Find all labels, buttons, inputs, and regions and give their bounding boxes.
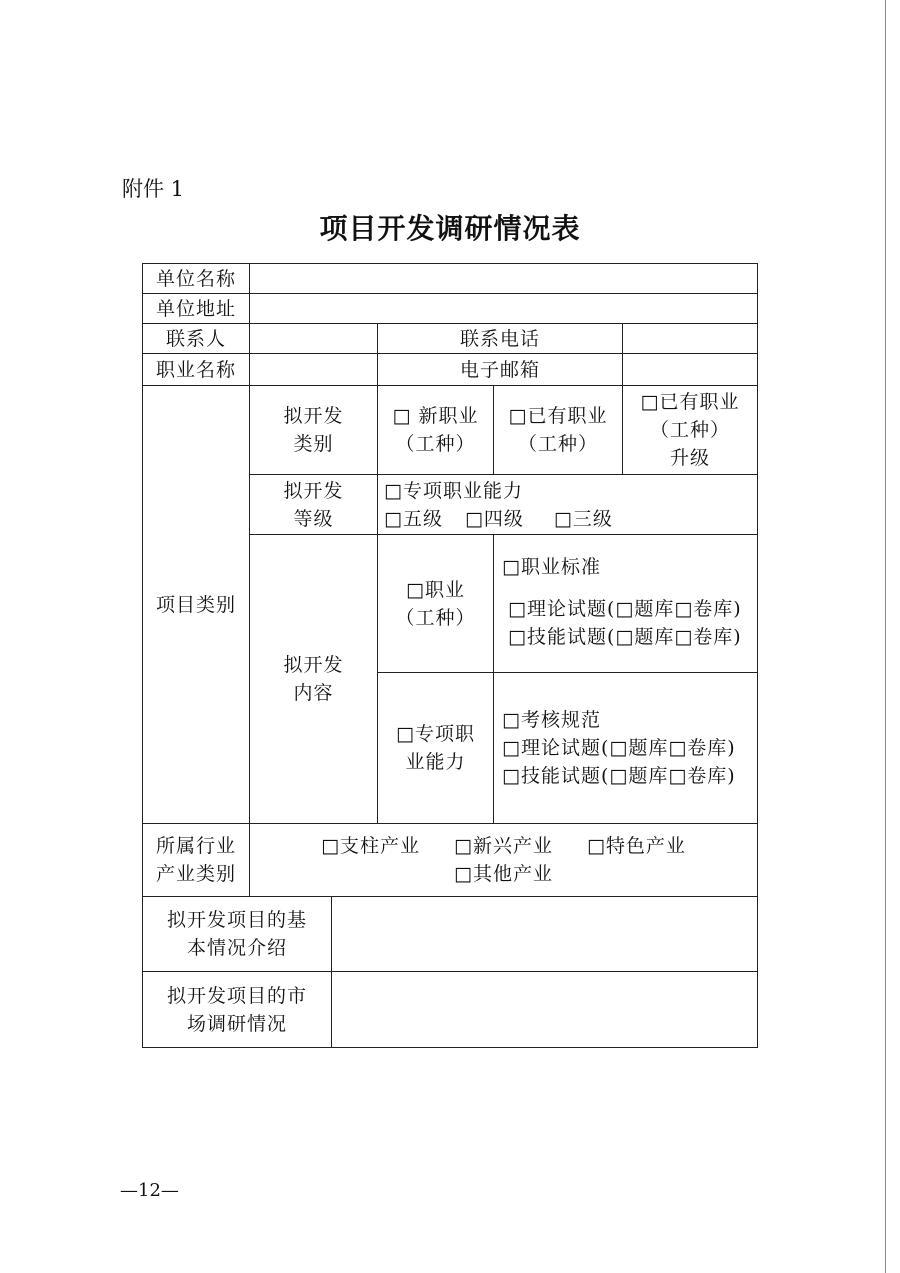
- unit-name-field[interactable]: [249, 263, 758, 294]
- option-content-special-ability[interactable]: □专项职 业能力: [377, 672, 494, 824]
- industry-options: [249, 823, 758, 897]
- page-edge: [885, 0, 886, 1273]
- option-level-4[interactable]: □四级: [464, 507, 524, 530]
- option-pillar-industry[interactable]: □支柱产业: [321, 835, 421, 857]
- option-level-5[interactable]: □五级: [384, 507, 443, 530]
- contact-phone-field[interactable]: [622, 323, 758, 354]
- option-occupation-theory[interactable]: □理论试题(□题库□卷库): [508, 598, 742, 620]
- option-other-industry[interactable]: □其他产业: [454, 863, 553, 885]
- option-existing-occupation[interactable]: □已有职业 （工种）: [493, 385, 623, 475]
- attachment-label: 附件 1: [122, 177, 185, 201]
- page-title: 项目开发调研情况表: [319, 212, 581, 245]
- option-featured-industry[interactable]: □特色产业: [586, 835, 686, 857]
- email-label: 电子邮箱: [377, 353, 623, 386]
- unit-address-field[interactable]: [249, 293, 758, 324]
- industry-label: 所属行业 产业类别: [142, 823, 250, 897]
- unit-name-label: 单位名称: [142, 263, 250, 294]
- contact-person-label: 联系人: [142, 323, 250, 354]
- option-new-occupation[interactable]: □ 新职业 （工种）: [377, 385, 494, 475]
- option-existing-occupation-upgrade[interactable]: □已有职业 （工种） 升级: [622, 385, 758, 475]
- option-occupation-skill[interactable]: □技能试题(□题库□卷库): [508, 626, 742, 648]
- option-special-ability[interactable]: □专项职业能力: [384, 479, 523, 502]
- dev-level-label: 拟开发 等级: [249, 474, 378, 535]
- occupation-name-field[interactable]: [249, 353, 378, 386]
- contact-phone-label: 联系电话: [377, 323, 623, 354]
- option-emerging-industry[interactable]: □新兴产业: [454, 835, 553, 857]
- dev-type-label: 拟开发 类别: [249, 385, 378, 475]
- project-category-label: 项目类别: [142, 385, 250, 824]
- dev-level-options: [377, 474, 758, 535]
- option-special-skill[interactable]: □技能试题(□题库□卷库): [502, 765, 736, 787]
- option-level-3[interactable]: □三级: [553, 507, 613, 530]
- email-field[interactable]: [622, 353, 758, 386]
- dev-content-label: 拟开发 内容: [249, 534, 378, 824]
- option-assessment-spec[interactable]: □考核规范: [502, 709, 601, 731]
- special-content-items: [493, 672, 758, 824]
- unit-address-label: 单位地址: [142, 293, 250, 324]
- occupation-content-items: [493, 534, 758, 673]
- occupation-name-label: 职业名称: [142, 353, 250, 386]
- option-occupation-standard[interactable]: □职业标准: [502, 556, 601, 578]
- page-number: —12—: [120, 1180, 179, 1201]
- option-special-theory[interactable]: □理论试题(□题库□卷库): [502, 737, 736, 759]
- contact-person-field[interactable]: [249, 323, 378, 354]
- basic-info-label: 拟开发项目的基 本情况介绍: [142, 896, 332, 972]
- basic-info-field[interactable]: [331, 896, 758, 972]
- market-research-label: 拟开发项目的市 场调研情况: [142, 971, 332, 1048]
- market-research-field[interactable]: [331, 971, 758, 1048]
- option-content-occupation[interactable]: □职业 （工种）: [377, 534, 494, 673]
